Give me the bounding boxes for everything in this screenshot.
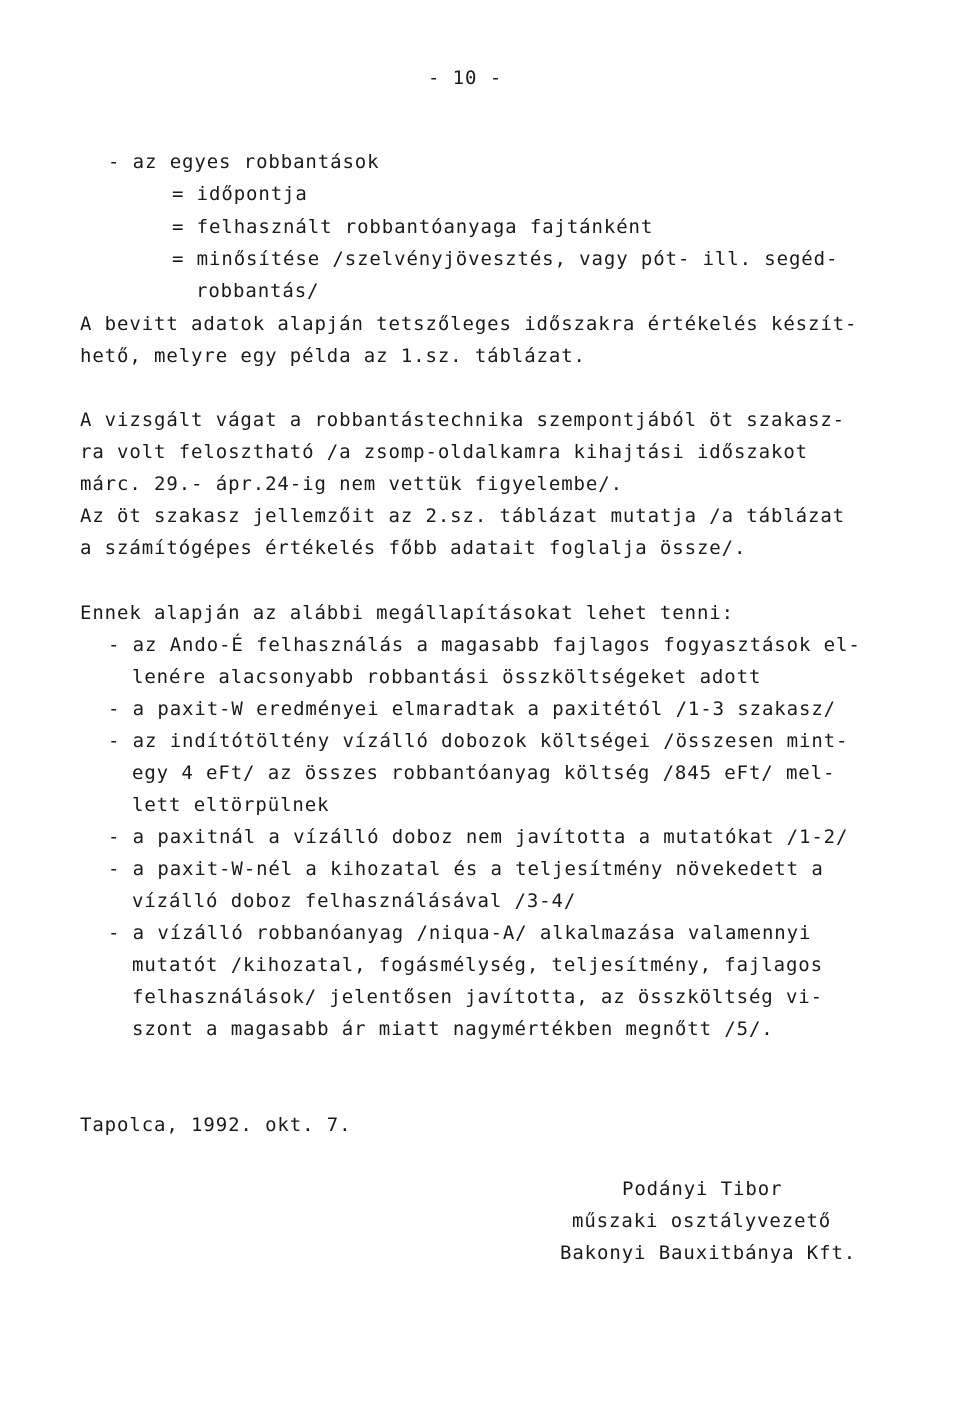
- finding-line: - a paxit-W eredményei elmaradtak a paxitétól /1-3 szakasz/: [108, 698, 836, 720]
- finding-line: - a paxitnál a vízálló doboz nem javította a mutatókat /1-2/: [108, 826, 849, 848]
- finding-line: - a vízálló robbanóanyag /niqua-A/ alkalmazása valamennyi: [108, 922, 812, 944]
- findings-intro: Ennek alapján az alábbi megállapításokat lehet tenni:: [80, 602, 734, 624]
- paragraph-line: Az öt szakasz jellemzőit az 2.sz. táblázat mutatja /a táblázat: [80, 505, 846, 527]
- paragraph-line: ra volt felosztható /a zsomp-oldalkamra kihajtási időszakot: [80, 441, 808, 463]
- signature-title: műszaki osztályvezető: [572, 1210, 832, 1232]
- finding-line: lenére alacsonyabb robbantási összköltségeket adott: [132, 666, 762, 688]
- page-number: - 10 -: [428, 67, 503, 89]
- finding-line: - az Ando-É felhasználás a magasabb fajlagos fogyasztások el-: [108, 634, 861, 656]
- finding-line: vízálló doboz felhasználásával /3-4/: [132, 890, 577, 912]
- intro-line: = időpontja: [172, 183, 308, 205]
- intro-line: = felhasznált robbantóanyaga fajtánként: [172, 216, 654, 238]
- finding-line: mutatót /kihozatal, fogásmélység, teljesítmény, fajlagos: [132, 954, 823, 976]
- signature-company: Bakonyi Bauxitbánya Kft.: [560, 1242, 857, 1264]
- finding-line: - az indítótöltény vízálló dobozok költségei /összesen mint-: [108, 730, 849, 752]
- finding-line: egy 4 eFt/ az összes robbantóanyag költség /845 eFt/ mel-: [132, 762, 836, 784]
- finding-line: szont a magasabb ár miatt nagymértékben megnőtt /5/.: [132, 1018, 774, 1040]
- intro-line: hető, melyre egy példa az 1.sz. táblázat.: [80, 345, 586, 367]
- signature-name: Podányi Tibor: [622, 1178, 783, 1200]
- place-date: Tapolca, 1992. okt. 7.: [80, 1114, 352, 1136]
- finding-line: lett eltörpülnek: [132, 794, 330, 816]
- intro-line: - az egyes robbantások: [108, 151, 380, 173]
- intro-line: A bevitt adatok alapján tetszőleges időszakra értékelés készít-: [80, 313, 858, 335]
- paragraph-line: A vizsgált vágat a robbantástechnika szempontjából öt szakasz-: [80, 409, 846, 431]
- paragraph-line: márc. 29.- ápr.24-ig nem vettük figyelembe/.: [80, 473, 623, 495]
- finding-line: felhasználások/ jelentősen javította, az összköltség vi-: [132, 986, 823, 1008]
- intro-line: robbantás/: [196, 280, 320, 302]
- intro-line: = minősítése /szelvényjövesztés, vagy pót- ill. segéd-: [172, 248, 839, 270]
- paragraph-line: a számítógépes értékelés főbb adatait foglalja össze/.: [80, 537, 747, 559]
- finding-line: - a paxit-W-nél a kihozatal és a teljesítmény növekedett a: [108, 858, 824, 880]
